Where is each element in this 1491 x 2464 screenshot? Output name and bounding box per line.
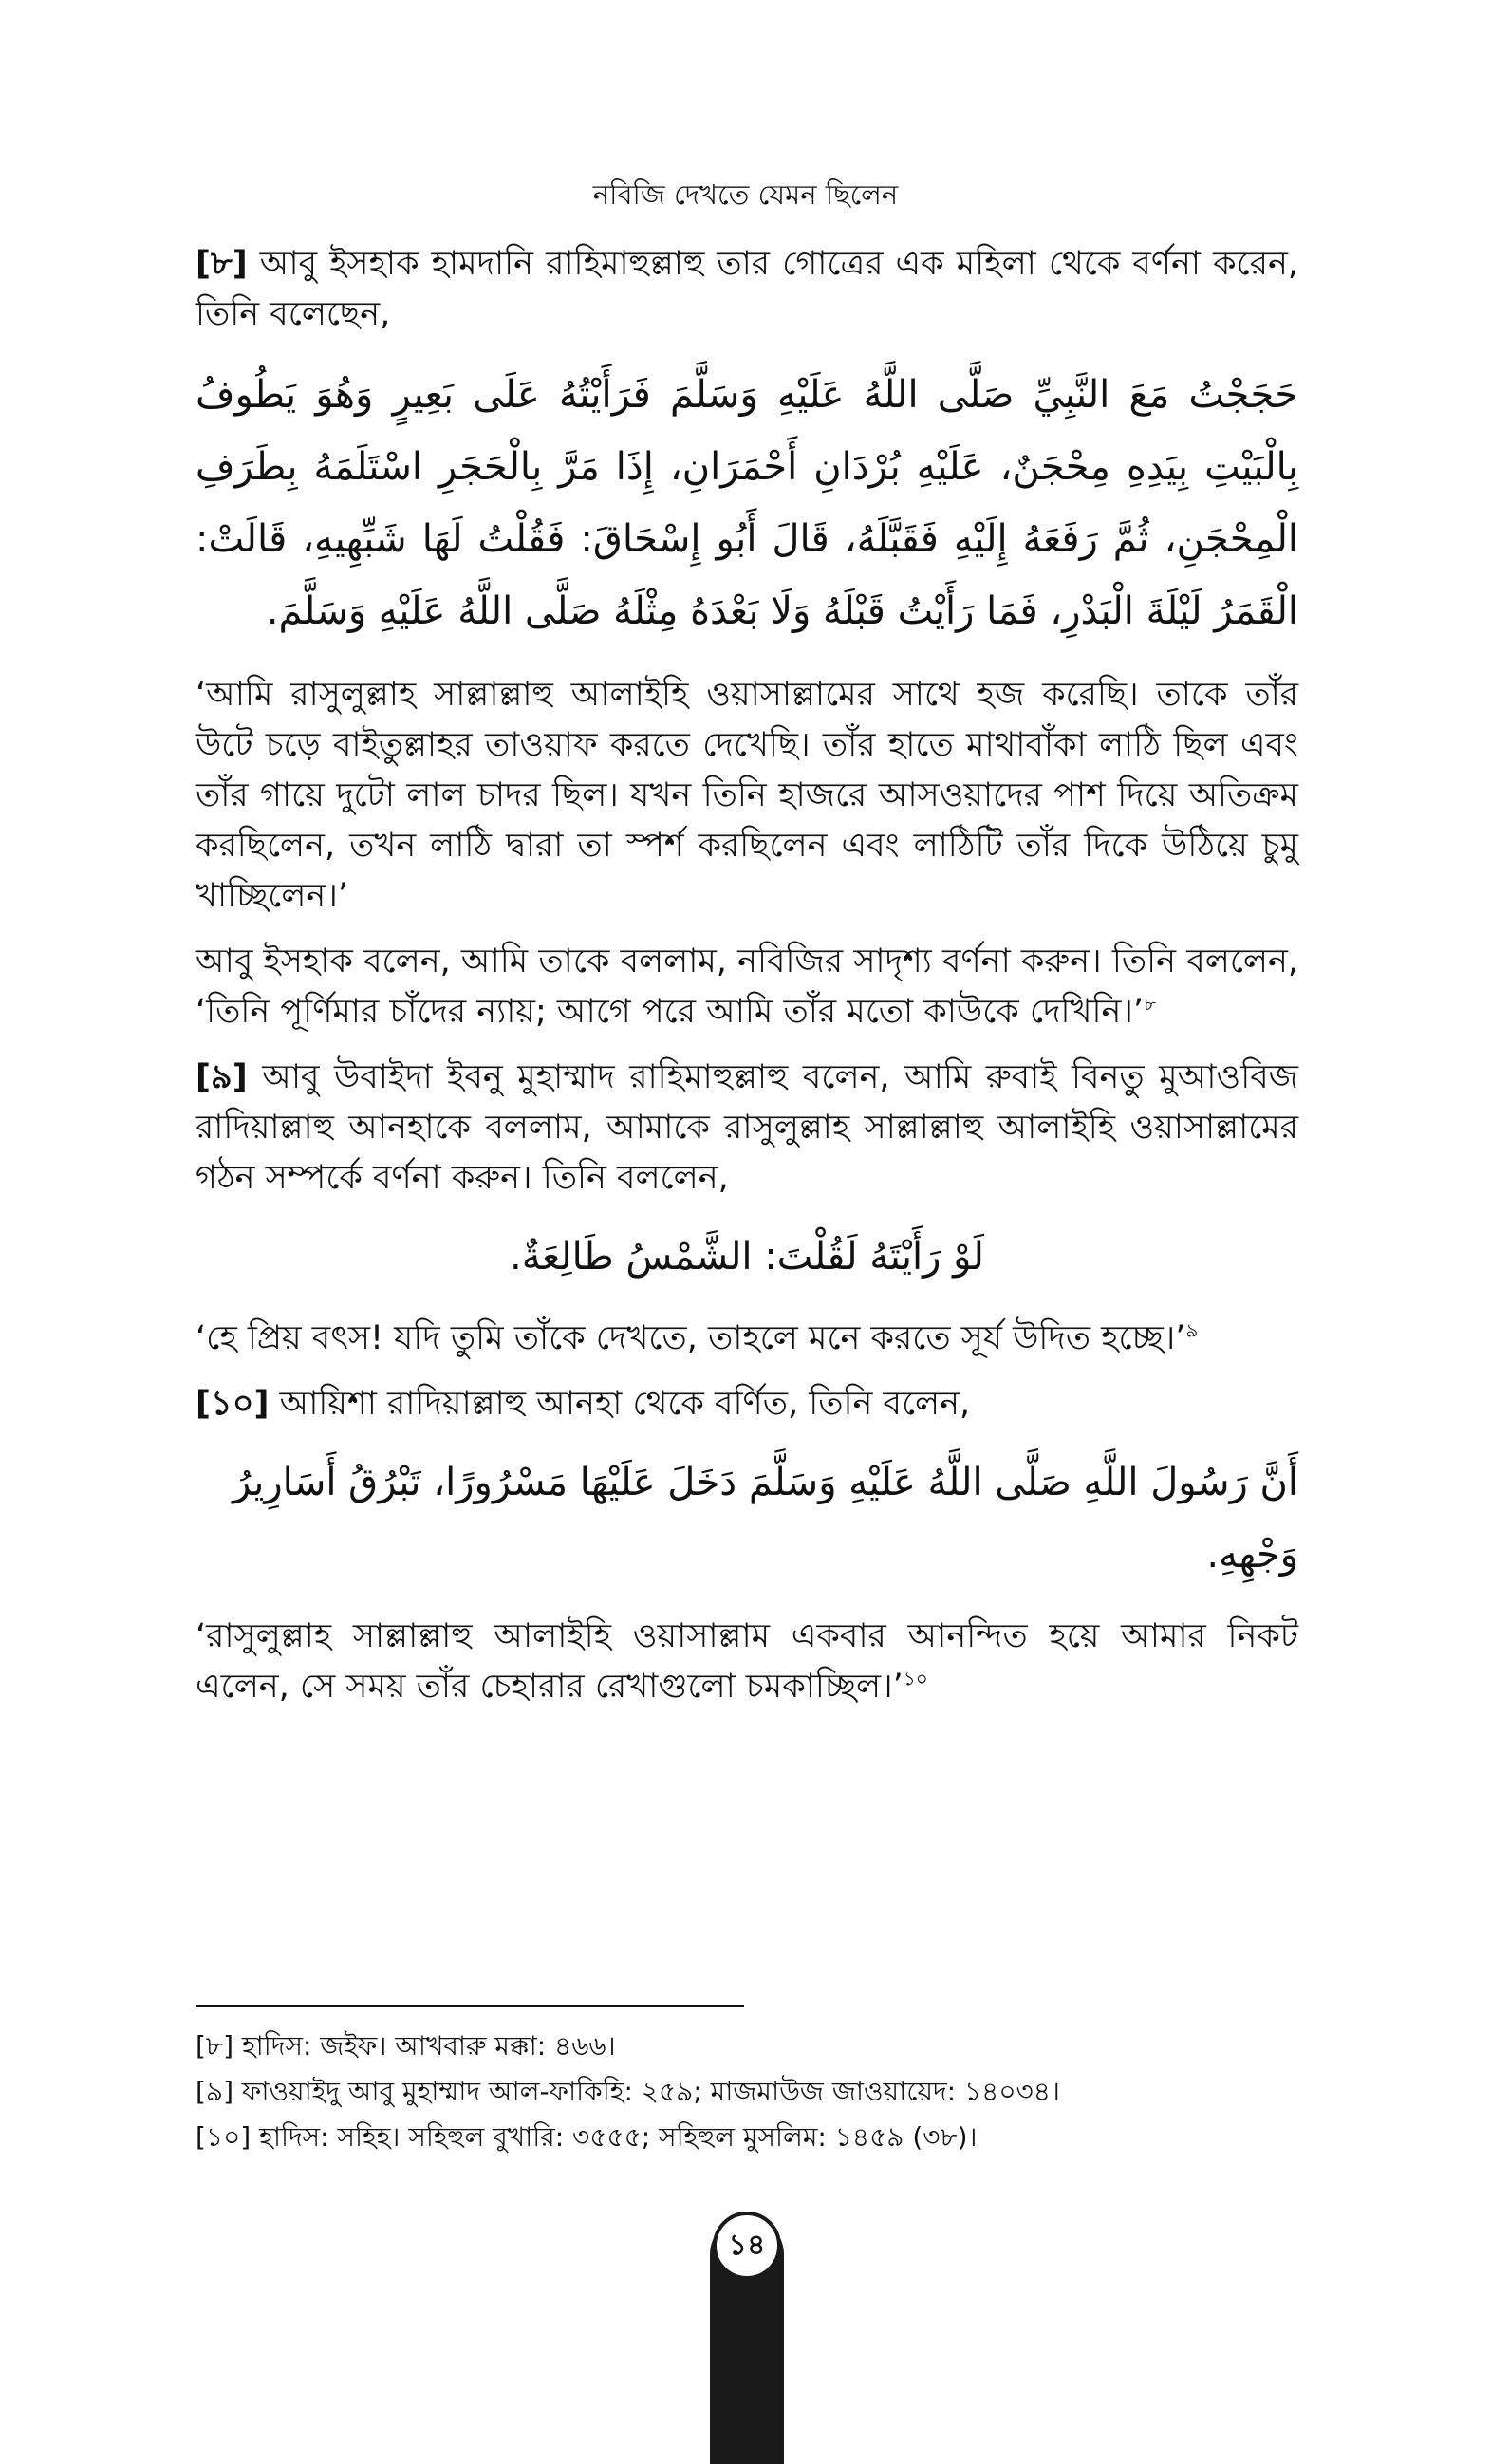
page-number: ১৪ — [713, 2212, 781, 2280]
footnote-9: [৯] ফাওয়াইদু আবু মুহাম্মাদ আল-ফাকিহি: ২৫৯; মাজমাউজ জাওয়ায়েদ: ১৪০৩৪। — [196, 2076, 1060, 2107]
hadith-9-translation-text: ‘হে প্রিয় বৎস! যদি তুমি তাঁকে দেখতে, তাহলে মনে করতে সূর্য উদিত হচ্ছে।’ — [196, 1319, 1186, 1357]
footnote-10: [১০] হাদিস: সহিহ। সহিহুল বুখারি: ৩৫৫৫; সহিহুল মুসলিম: ১৪৫৯ (৩৮)। — [196, 2121, 978, 2153]
hadith-8-number: [৮] — [196, 245, 248, 283]
hadith-9-intro-text: আবু উবাইদা ইবনু মুহাম্মাদ রাহিমাহুল্লাহু বলেন, আমি রুবাই বিনতু মুআওবিজ রাদিয়াল্লাহু আনহাকে বললাম, আমাকে রাসুলুল্লাহ সাল্লাল্লাহু আলাইহি ওয়াসাল্লামের গঠন সম্পর্কে বর্ণনা করুন। তিনি বললেন, — [196, 1058, 1298, 1197]
hadith-8-intro — [196, 239, 1298, 340]
hadith-9-intro — [196, 1053, 1298, 1204]
hadith-10-translation — [196, 1612, 1298, 1712]
hadith-8-translation: ‘আমি রাসুলুল্লাহ সাল্লাল্লাহু আলাইহি ওয়াসাল্লামের সাথে হজ করেছি। তাকে তাঁর উটে চড়ে বাইতুল্লাহর তাওয়াফ করতে দেখেছি। তাঁর হাতে মাথাবাঁকা লাঠি ছিল এবং তাঁর গায়ে দুটো লাল চাদর ছিল। যখন তিনি হাজরে আসওয়াদের পাশ দিয়ে অতিক্রম করছিলেন, তখন লাঠি দ্বারা তা স্পর্শ করছিলেন এবং লাঠিটি তাঁর দিকে উঠিয়ে চুমু খাচ্ছিলেন।’ — [196, 676, 1298, 915]
hadith-9-translation — [196, 1314, 1298, 1364]
hadith-10-arabic: أَنَّ رَسُولَ اللَّهِ صَلَّى اللَّهُ عَلَيْهِ وَسَلَّمَ دَخَلَ عَلَيْهَا مَسْرُورًا، تَبْرُقُ أَسَارِيرُ وَجْهِهِ. — [233, 1461, 1298, 1577]
hadith-8-arabic: حَجَجْتُ مَعَ النَّبِيِّ صَلَّى اللَّهُ عَلَيْهِ وَسَلَّمَ فَرَأَيْتُهُ عَلَى بَعِيرٍ وَهُوَ يَطُوفُ بِالْبَيْتِ بِيَدِهِ مِحْجَنٌ، عَلَيْهِ بُرْدَانِ أَحْمَرَانِ، إِذَا مَرَّ بِالْحَجَرِ اسْتَلَمَهُ بِطَرَفِ الْمِحْجَنِ، ثُمَّ رَفَعَهُ إِلَيْهِ فَقَبَّلَهُ، قَالَ أَبُو إِسْحَاقَ: فَقُلْتُ لَهَا شَبِّهِيهِ، قَالَتْ: الْقَمَرُ لَيْلَةَ الْبَدْرِ، فَمَا رَأَيْتُ قَبْلَهُ وَلَا بَعْدَهُ مِثْلَهُ صَلَّى اللَّهُ عَلَيْهِ وَسَلَّمَ. — [196, 373, 1298, 633]
hadith-8-continuation — [196, 937, 1298, 1037]
hadith-8-intro-text: আবু ইসহাক হামদানি রাহিমাহুল্লাহু তার গোত্রের এক মহিলা থেকে বর্ণনা করেন, তিনি বলেছেন, — [196, 245, 1298, 333]
hadith-9-number: [৯] — [196, 1058, 248, 1096]
footnote-divider — [196, 2005, 744, 2007]
hadith-10-translation-text: ‘রাসুলুল্লাহ সাল্লাল্লাহু আলাইহি ওয়াসাল্লাম একবার আনন্দিত হয়ে আমার নিকট এলেন, সে সময় তাঁর চেহারার রেখাগুলো চমকাচ্ছিল।’ — [196, 1617, 1298, 1706]
page-body — [196, 239, 1298, 1727]
footnote-ref-8[interactable]: ৮ — [1144, 992, 1156, 1016]
footnote-ref-10[interactable]: ১০ — [903, 1667, 928, 1690]
hadith-10-intro-text: আয়িশা রাদিয়াল্লাহু আনহা থেকে বর্ণিত, তিনি বলেন, — [269, 1385, 971, 1423]
hadith-9-arabic: لَوْ رَأَيْتَهُ لَقُلْتَ: الشَّمْسُ طَالِعَةٌ. — [510, 1235, 984, 1279]
footnote-ref-9[interactable]: ৯ — [1185, 1318, 1199, 1342]
hadith-10-intro — [196, 1379, 1298, 1429]
hadith-8-continuation-text: আবু ইসহাক বলেন, আমি তাকে বললাম, নবিজির সাদৃশ্য বর্ণনা করুন। তিনি বললেন, ‘তিনি পূর্ণিমার চাঁদের ন্যায়; আগে পরে আমি তাঁর মতো কাউকে দেখিনি।’ — [196, 943, 1298, 1031]
running-header: নবিজি দেখতে যেমন ছিলেন — [592, 178, 899, 211]
footnote-8: [৮] হাদিস: জইফ। আখবারু মক্কা: ৪৬৬। — [196, 2030, 616, 2062]
hadith-10-number: [১০] — [196, 1385, 270, 1423]
footnotes — [196, 2024, 1298, 2160]
